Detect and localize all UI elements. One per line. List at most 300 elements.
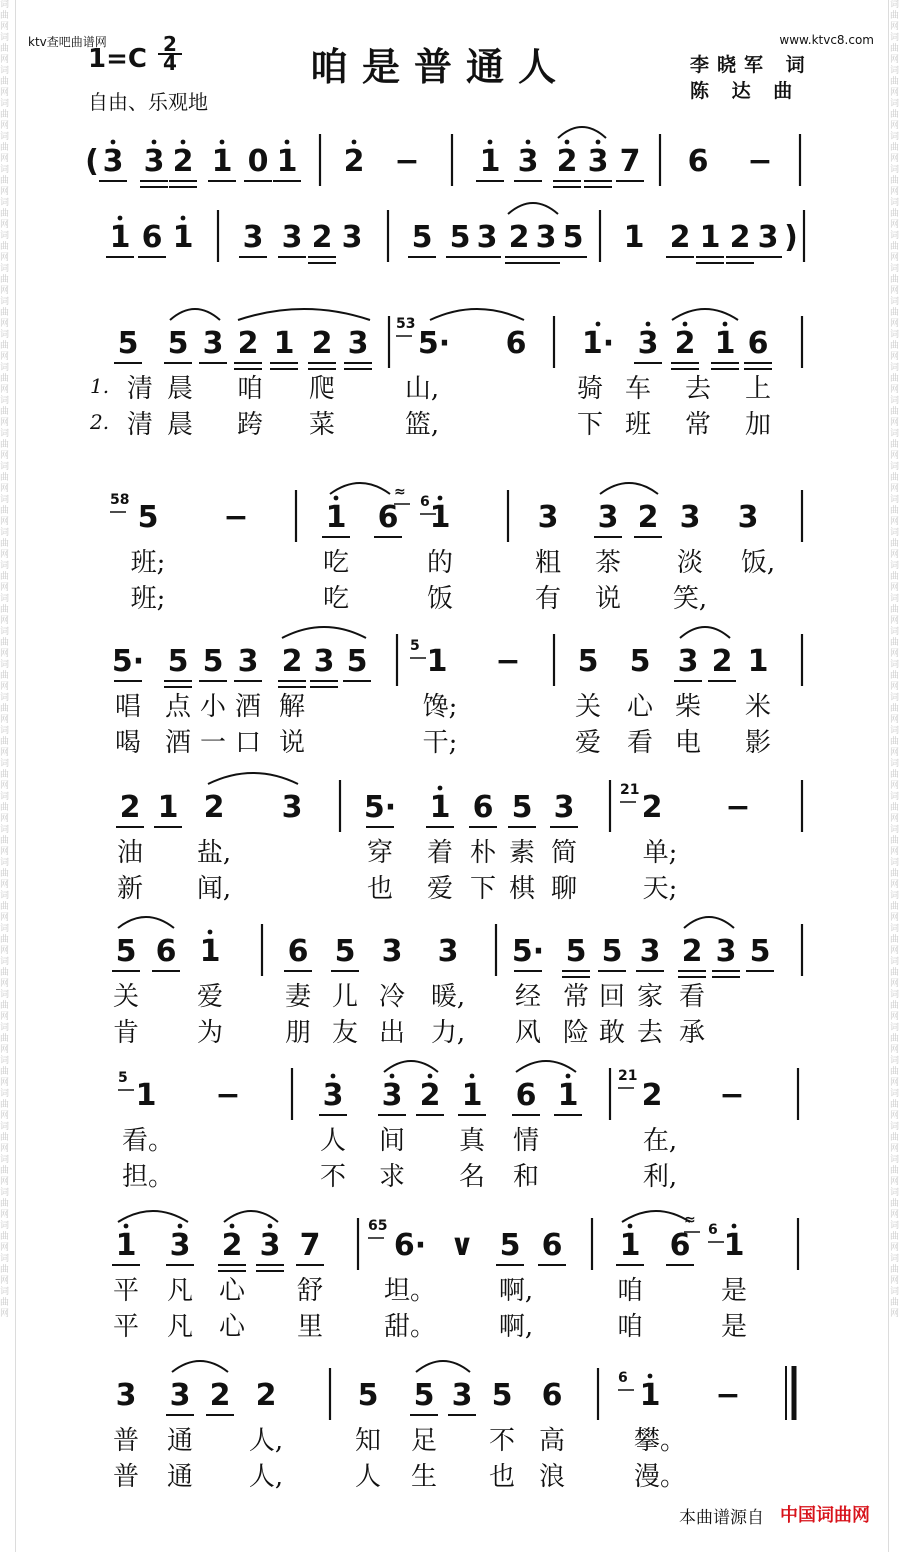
lyric-9-1-7: 漫。 <box>633 1462 687 1492</box>
lyric-9-1-4: 生 <box>410 1462 438 1492</box>
lyric-2-1-6: 班 <box>624 410 652 440</box>
lyric-5-1-7: 天; <box>642 874 678 904</box>
grace-note-3-0: 58 <box>110 492 130 508</box>
note-3-6: 3 <box>597 500 619 535</box>
note-1-9: 3 <box>476 220 498 255</box>
note-5-3: 3 <box>281 790 303 825</box>
note-9-0: 3 <box>115 1378 137 1413</box>
note-7-3: 3 <box>381 1078 403 1113</box>
note-8-11: 1 <box>723 1228 745 1263</box>
note-1-7: 5 <box>411 220 433 255</box>
watermark-left: 词曲网词曲网词曲网词曲网词曲网词曲网词曲网词曲网词曲网词曲网词曲网词曲网词曲网词曲网词曲网词曲网词曲网词曲网词曲网词曲网词曲网词曲网词曲网词曲网词曲网词曲网词曲网词曲网词曲网词曲网词曲网词曲网词曲网词曲网词曲网词曲网词曲网词曲网词曲网词曲网 <box>0 0 10 1319</box>
note-6-12: 3 <box>715 934 737 969</box>
lyric-8-1-6: 咱 <box>616 1312 644 1342</box>
left-border <box>15 0 16 1552</box>
note-extra-5-x1: − <box>725 790 751 825</box>
lyric-2-0-7: 去 <box>684 374 712 404</box>
lyric-4-1-5: 干; <box>422 728 458 758</box>
note-0-0: 3 <box>102 144 124 179</box>
slur-2-3 <box>672 309 738 320</box>
note-1-12: 5 <box>562 220 584 255</box>
note-3-8: 3 <box>679 500 701 535</box>
note-2-1: 5 <box>167 326 189 361</box>
lyric-5-1-3: 爱 <box>426 874 454 904</box>
note-1-0: 1 <box>109 220 131 255</box>
lyric-2-0-5: 骑 <box>576 374 604 404</box>
lyric-4-1-1: 酒 <box>164 728 192 758</box>
note-9-3: 2 <box>255 1378 277 1413</box>
lyric-6-1-4: 出 <box>378 1018 406 1048</box>
note-6-2: 1 <box>199 934 221 969</box>
note-3-1: − <box>223 500 249 535</box>
lyric-4-0-2: 小 <box>199 692 227 722</box>
slur-8-1 <box>224 1211 278 1222</box>
lyric-4-1-8: 电 <box>674 728 702 758</box>
note-2-10: 3 <box>637 326 659 361</box>
note-3-2: 1 <box>325 500 347 535</box>
note-1-10: 2 <box>508 220 530 255</box>
lyric-2-0-3: 爬 <box>308 374 336 404</box>
note-2-4: 1 <box>273 326 295 361</box>
key-signature: 1=C <box>88 44 147 74</box>
lyric-7-0-1: 人 <box>319 1126 347 1156</box>
note-0-13: 6 <box>687 144 709 179</box>
note-7-5: 1 <box>461 1078 483 1113</box>
lyric-3-0-6: 饭, <box>740 548 776 578</box>
note-1-15: 1 <box>699 220 721 255</box>
lyric-2-1-4: 篮, <box>404 410 440 440</box>
note-extra-7-x0: 2 <box>641 1078 663 1113</box>
note-0-10: 2 <box>556 144 578 179</box>
lyric-7-1-0: 担。 <box>121 1162 175 1192</box>
note-6-5: 3 <box>381 934 403 969</box>
lyric-8-1-7: 是 <box>720 1312 748 1342</box>
lyric-8-0-5: 啊, <box>498 1276 534 1306</box>
lyric-4-1-2: 一 <box>199 728 227 758</box>
note-7-6: 6 <box>515 1078 537 1113</box>
grace-note-5-0: 21 <box>620 782 640 798</box>
lyric-2-0-8: 上 <box>744 374 772 404</box>
note-7-0: 1 <box>135 1078 157 1113</box>
site-url-right[interactable]: www.ktvc8.com <box>779 33 874 47</box>
note-3-3: 6 <box>377 500 399 535</box>
note-8-9: 1 <box>619 1228 641 1263</box>
lyric-5-0-4: 朴 <box>469 838 497 868</box>
slur-8-2 <box>622 1211 690 1222</box>
lyric-6-0-10: 看 <box>678 982 706 1012</box>
lyric-5-1-2: 也 <box>366 874 394 904</box>
note-8-1: 3 <box>169 1228 191 1263</box>
lyric-6-1-9: 去 <box>636 1018 664 1048</box>
lyric-8-1-2: 心 <box>218 1312 246 1342</box>
note-2-11: 2 <box>674 326 696 361</box>
lyric-3-1-2: 饭 <box>426 584 454 614</box>
note-1-17: 3 <box>757 220 779 255</box>
lyric-7-1-1: 不 <box>319 1162 347 1192</box>
lyric-6-1-7: 险 <box>562 1018 590 1048</box>
lyric-3-1-1: 吃 <box>322 584 350 614</box>
note-8-8: 6 <box>541 1228 563 1263</box>
lyric-8-1-5: 啊, <box>498 1312 534 1342</box>
lyric-8-1-4: 甜。 <box>383 1312 437 1342</box>
note-6-11: 2 <box>681 934 703 969</box>
lyric-5-0-2: 穿 <box>366 838 394 868</box>
note-1-8: 5 <box>449 220 471 255</box>
note-8-3: 3 <box>259 1228 281 1263</box>
lyric-6-1-6: 风 <box>514 1018 542 1048</box>
note-1-4: 3 <box>281 220 303 255</box>
note-4-7: 1 <box>426 644 448 679</box>
lyric-4-1-7: 看 <box>626 728 654 758</box>
lyric-3-0-5: 淡 <box>676 548 704 578</box>
note-9-9: 1 <box>639 1378 661 1413</box>
lyric-4-0-9: 米 <box>744 692 772 722</box>
note-4-13: 1 <box>747 644 769 679</box>
lyric-5-0-1: 盐, <box>196 838 232 868</box>
lyric-5-1-0: 新 <box>116 874 144 904</box>
note-0-4: 0 <box>247 144 269 179</box>
lyric-3-1-4: 说 <box>594 584 622 614</box>
note-9-10: − <box>715 1378 741 1413</box>
note-4-6: 5 <box>346 644 368 679</box>
slur-3-1 <box>600 483 658 494</box>
slur-8-0 <box>118 1211 188 1222</box>
lyric-6-0-1: 爱 <box>196 982 224 1012</box>
note-6-4: 5 <box>334 934 356 969</box>
slur-9-1 <box>416 1361 470 1372</box>
lyric-9-1-1: 通 <box>166 1462 194 1492</box>
slur-6-0 <box>118 917 174 928</box>
note-4-8: − <box>495 644 521 679</box>
lyric-3-0-3: 粗 <box>534 548 562 578</box>
lyricist-credit: 李晓军 词 <box>690 54 813 76</box>
lyric-4-0-7: 心 <box>626 692 654 722</box>
lyric-3-1-0: 班; <box>130 584 166 614</box>
lyric-8-0-3: 舒 <box>296 1276 324 1306</box>
note-5-6: 6 <box>472 790 494 825</box>
slur-3-0 <box>330 483 390 494</box>
lyric-6-1-5: 力, <box>430 1018 466 1048</box>
note-5-4: 5· <box>363 790 397 825</box>
note-1-11: 3 <box>535 220 557 255</box>
note-5-0: 2 <box>119 790 141 825</box>
grace-note-3-1: 6 <box>420 494 430 510</box>
lyric-6-0-7: 常 <box>562 982 590 1012</box>
slur-9-0 <box>172 1361 228 1372</box>
lyric-3-0-2: 的 <box>426 548 454 578</box>
note-1-14: 2 <box>669 220 691 255</box>
lyric-9-0-0: 普 <box>112 1426 140 1456</box>
note-4-5: 3 <box>313 644 335 679</box>
lyric-2-0-6: 车 <box>624 374 652 404</box>
lyric-4-0-1: 点 <box>164 692 192 722</box>
lyric-8-0-4: 坦。 <box>383 1276 437 1306</box>
lyric-4-0-8: 柴 <box>674 692 702 722</box>
slur-0-0 <box>558 127 606 138</box>
grace-note-4-0: 5 <box>410 638 420 654</box>
note-2-8: 6 <box>505 326 527 361</box>
tempo-marking: 自由、乐观地 <box>88 90 208 114</box>
lyric-3-1-5: 笑, <box>672 584 708 614</box>
lyric-6-0-6: 经 <box>514 982 542 1012</box>
note-0-2: 2 <box>172 144 194 179</box>
note-4-1: 5 <box>167 644 189 679</box>
lyric-8-1-3: 里 <box>296 1312 324 1342</box>
slur-7-1 <box>516 1061 576 1072</box>
site-name-left[interactable]: ktv查吧曲谱网 <box>28 35 107 49</box>
note-4-9: 5 <box>577 644 599 679</box>
lyric-5-1-4: 下 <box>469 874 497 904</box>
lyric-3-0-4: 茶 <box>594 548 622 578</box>
time-signature-top: 2 <box>158 36 182 55</box>
note-1-2: 1 <box>172 220 194 255</box>
note-1-13: 1 <box>623 220 645 255</box>
slur-1-0 <box>508 203 558 214</box>
grace-note-7-1: 21 <box>618 1068 638 1084</box>
slur-6-1 <box>684 917 734 928</box>
lyric-7-0-3: 真 <box>458 1126 486 1156</box>
lyric-5-0-0: 油 <box>116 838 144 868</box>
lyric-6-0-9: 家 <box>636 982 664 1012</box>
lyric-8-0-1: 凡 <box>166 1276 194 1306</box>
note-7-4: 2 <box>419 1078 441 1113</box>
lyric-3-1-3: 有 <box>534 584 562 614</box>
lyric-9-1-0: 普 <box>112 1462 140 1492</box>
lyric-9-0-2: 人, <box>248 1426 284 1456</box>
lyric-2-0-1: 晨 <box>166 374 194 404</box>
note-4-10: 5 <box>629 644 651 679</box>
note-3-4: 1 <box>429 500 451 535</box>
close-paren-1: ) <box>784 220 798 255</box>
note-7-2: 3 <box>322 1078 344 1113</box>
note-5-8: 3 <box>553 790 575 825</box>
note-0-6: 2 <box>343 144 365 179</box>
lyric-9-1-2: 人, <box>248 1462 284 1492</box>
lyric-2-1-8: 加 <box>744 410 772 440</box>
lyric-9-1-3: 人 <box>354 1462 382 1492</box>
lyric-8-1-1: 凡 <box>166 1312 194 1342</box>
note-7-1: − <box>215 1078 241 1113</box>
note-1-16: 2 <box>729 220 751 255</box>
lyric-5-0-3: 着 <box>426 838 454 868</box>
note-4-11: 3 <box>677 644 699 679</box>
lyric-2-1-5: 下 <box>576 410 604 440</box>
lyric-9-0-4: 足 <box>410 1426 438 1456</box>
lyric-8-0-0: 平 <box>112 1276 140 1306</box>
lyric-6-1-3: 友 <box>331 1018 359 1048</box>
footer-source-site[interactable]: 中国词曲网 <box>780 1505 870 1526</box>
lyric-5-0-7: 单; <box>642 838 678 868</box>
note-4-3: 3 <box>237 644 259 679</box>
note-2-3: 2 <box>237 326 259 361</box>
note-1-6: 3 <box>341 220 363 255</box>
note-0-8: 1 <box>479 144 501 179</box>
note-8-6: ∨ <box>449 1228 475 1263</box>
note-5-1: 1 <box>157 790 179 825</box>
lyric-2-0-0: 清 <box>126 374 154 404</box>
slur-4-0 <box>282 627 366 638</box>
note-8-0: 1 <box>115 1228 137 1263</box>
note-0-11: 3 <box>587 144 609 179</box>
note-0-12: 7 <box>619 144 641 179</box>
note-3-0: 5 <box>137 500 159 535</box>
note-6-6: 3 <box>437 934 459 969</box>
note-7-7: 1 <box>557 1078 579 1113</box>
grace-note-2-0: 53 <box>396 316 416 332</box>
lyric-4-0-5: 馋; <box>422 692 458 722</box>
note-2-12: 1 <box>714 326 736 361</box>
lyric-8-0-2: 心 <box>218 1276 246 1306</box>
note-9-6: 3 <box>451 1378 473 1413</box>
note-3-9: 3 <box>737 500 759 535</box>
song-title: 咱是普通人 <box>310 44 571 89</box>
grace-note-8-2: ≈ <box>684 1212 696 1228</box>
lyric-7-0-5: 在, <box>642 1126 678 1156</box>
slur-4-1 <box>680 627 730 638</box>
note-1-1: 6 <box>141 220 163 255</box>
note-9-1: 3 <box>169 1378 191 1413</box>
note-extra-5-x0: 2 <box>641 790 663 825</box>
lyric-4-0-0: 唱 <box>114 692 142 722</box>
note-0-7: − <box>394 144 420 179</box>
lyric-5-0-5: 素 <box>508 838 536 868</box>
lyric-7-1-4: 和 <box>512 1162 540 1192</box>
lyric-3-0-1: 吃 <box>322 548 350 578</box>
slur-7-0 <box>384 1061 438 1072</box>
slur-2-2 <box>430 309 524 320</box>
note-8-2: 2 <box>221 1228 243 1263</box>
note-2-5: 2 <box>311 326 333 361</box>
note-8-5: 6· <box>393 1228 427 1263</box>
note-0-5: 1 <box>276 144 298 179</box>
lyric-6-1-1: 为 <box>196 1018 224 1048</box>
note-5-7: 5 <box>511 790 533 825</box>
note-0-14: − <box>747 144 773 179</box>
note-5-2: 2 <box>203 790 225 825</box>
lyric-2-0-4: 山, <box>404 374 440 404</box>
footer-source-label: 本曲谱源自 <box>679 1508 764 1528</box>
lyric-8-1-0: 平 <box>112 1312 140 1342</box>
lyric-9-0-3: 知 <box>354 1426 382 1456</box>
note-9-7: 5 <box>491 1378 513 1413</box>
note-0-9: 3 <box>517 144 539 179</box>
lyric-5-1-6: 聊 <box>550 874 578 904</box>
lyric-7-1-5: 利, <box>642 1162 678 1192</box>
note-9-5: 5 <box>413 1378 435 1413</box>
lyric-7-1-3: 名 <box>458 1162 486 1192</box>
note-3-5: 3 <box>537 500 559 535</box>
grace-note-9-0: 6 <box>618 1370 628 1386</box>
note-extra-7-x1: − <box>719 1078 745 1113</box>
note-6-13: 5 <box>749 934 771 969</box>
note-2-6: 3 <box>347 326 369 361</box>
lyric-2-1-0: 清 <box>126 410 154 440</box>
lyric-2-1-7: 常 <box>684 410 712 440</box>
lyric-5-1-1: 闻, <box>196 874 232 904</box>
note-8-4: 7 <box>299 1228 321 1263</box>
verse-number-2: 2. <box>90 410 110 434</box>
lyric-6-0-5: 暖, <box>430 982 466 1012</box>
lyric-9-0-7: 攀。 <box>633 1426 687 1456</box>
lyric-9-0-6: 高 <box>538 1426 566 1456</box>
lyric-4-0-4: 解 <box>278 692 306 722</box>
note-9-8: 6 <box>541 1378 563 1413</box>
note-1-5: 2 <box>311 220 333 255</box>
note-6-0: 5 <box>115 934 137 969</box>
lyric-4-1-4: 说 <box>278 728 306 758</box>
slur-2-1 <box>238 309 370 320</box>
note-6-9: 5 <box>601 934 623 969</box>
grace-note-8-1: 6 <box>708 1222 718 1238</box>
note-2-9: 1· <box>581 326 615 361</box>
time-signature-bottom: 4 <box>163 51 177 75</box>
note-5-5: 1 <box>429 790 451 825</box>
lyric-3-0-0: 班; <box>130 548 166 578</box>
right-border <box>888 0 889 1552</box>
slur-5-0 <box>208 773 298 784</box>
note-4-2: 5 <box>202 644 224 679</box>
lyric-7-1-2: 求 <box>378 1162 406 1192</box>
lyric-4-0-3: 酒 <box>234 692 262 722</box>
note-0-1: 3 <box>143 144 165 179</box>
lyric-6-0-0: 关 <box>112 982 140 1012</box>
lyric-9-1-5: 也 <box>488 1462 516 1492</box>
note-9-2: 2 <box>209 1378 231 1413</box>
note-9-4: 5 <box>357 1378 379 1413</box>
note-2-13: 6 <box>747 326 769 361</box>
lyric-6-0-2: 妻 <box>284 982 312 1012</box>
note-8-7: 5 <box>499 1228 521 1263</box>
lyric-7-0-4: 情 <box>512 1126 540 1156</box>
composer-credit: 陈 达 曲 <box>690 80 801 102</box>
lyric-6-1-2: 朋 <box>284 1018 312 1048</box>
note-4-0: 5· <box>111 644 145 679</box>
note-2-2: 3 <box>202 326 224 361</box>
note-0-3: 1 <box>211 144 233 179</box>
note-1-3: 3 <box>242 220 264 255</box>
lyric-2-1-3: 菜 <box>308 410 336 440</box>
note-6-10: 3 <box>639 934 661 969</box>
note-6-1: 6 <box>155 934 177 969</box>
time-signature <box>158 32 182 75</box>
lyric-8-0-6: 咱 <box>616 1276 644 1306</box>
note-8-10: 6 <box>669 1228 691 1263</box>
slur-2-0 <box>170 309 220 320</box>
lyric-5-0-6: 简 <box>550 838 578 868</box>
note-6-3: 6 <box>287 934 309 969</box>
lyric-4-1-0: 喝 <box>114 728 142 758</box>
note-2-7: 5· <box>417 326 451 361</box>
lyric-8-0-7: 是 <box>720 1276 748 1306</box>
lyric-6-1-8: 敢 <box>598 1018 626 1048</box>
lyric-4-1-6: 爱 <box>574 728 602 758</box>
lyric-6-0-3: 儿 <box>331 982 359 1012</box>
lyric-6-0-8: 回 <box>598 982 626 1012</box>
watermark-right: 词曲网词曲网词曲网词曲网词曲网词曲网词曲网词曲网词曲网词曲网词曲网词曲网词曲网词曲网词曲网词曲网词曲网词曲网词曲网词曲网词曲网词曲网词曲网词曲网词曲网词曲网词曲网词曲网词曲网词曲网词曲网词曲网词曲网词曲网词曲网词曲网词曲网词曲网词曲网词曲网 <box>890 0 900 1319</box>
open-paren-0: ( <box>85 144 99 179</box>
note-6-7: 5· <box>511 934 545 969</box>
note-6-8: 5 <box>565 934 587 969</box>
lyric-2-0-2: 咱 <box>236 374 264 404</box>
note-4-12: 2 <box>711 644 733 679</box>
lyric-6-0-4: 冷 <box>378 982 406 1012</box>
grace-note-3-2: ≈ <box>394 484 406 500</box>
lyric-4-0-6: 关 <box>574 692 602 722</box>
lyric-9-1-6: 浪 <box>538 1462 566 1492</box>
lyric-4-1-9: 影 <box>744 728 772 758</box>
lyric-6-1-0: 肯 <box>112 1018 140 1048</box>
grace-note-7-0: 5 <box>118 1070 128 1086</box>
